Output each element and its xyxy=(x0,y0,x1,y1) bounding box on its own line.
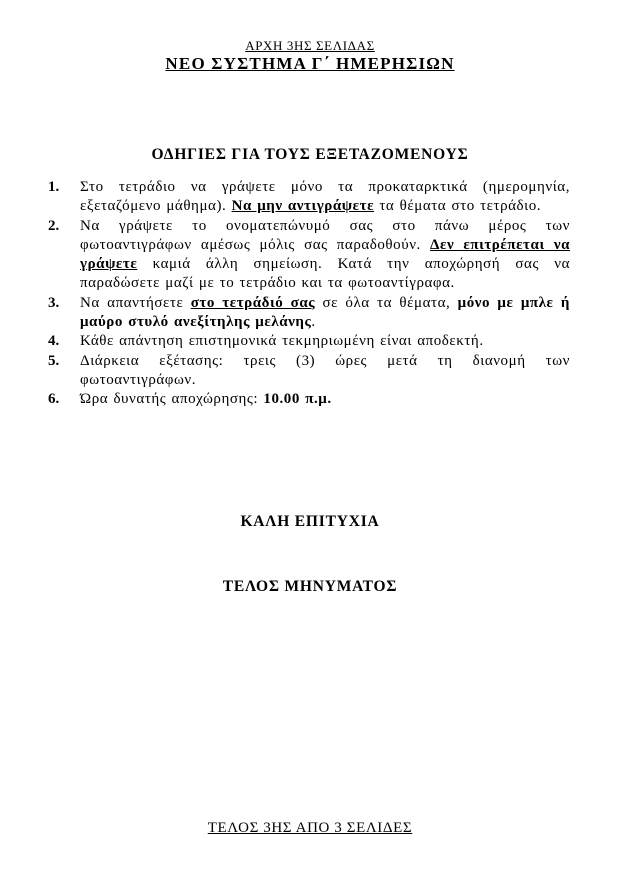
instruction-item-6 xyxy=(48,390,570,409)
instruction-text: καμιά άλλη σημείωση. Κατά την αποχώρησή σας να παραδώσετε μαζί με το τετράδιο και τα φωτοαντίγραφα. xyxy=(80,256,570,292)
instruction-number: 6. xyxy=(48,391,60,408)
instruction-number: 5. xyxy=(48,352,60,369)
instruction-item-2 xyxy=(48,217,570,294)
instruction-text: σε όλα τα θέματα, xyxy=(322,294,451,311)
good-luck-message: ΚΑΛΗ ΕΠΙΤΥΧΙΑ xyxy=(240,513,380,530)
instruction-text: Διάρκεια εξέτασης: τρεις (3) ώρες μετά τη διανομή των φωτοαντιγράφων. xyxy=(80,352,570,388)
instruction-item-1 xyxy=(48,178,570,217)
instruction-emphasis: μόνο με μπλε ή μαύρο στυλό ανεξίτηλης μελάνης xyxy=(80,294,570,331)
instruction-number: 1. xyxy=(48,179,60,195)
instruction-text: Στο τετράδιο να γράψετε μόνο τα προκαταρκτικά (ημερομηνία, εξεταζόμενο μάθημα). xyxy=(80,179,570,215)
instruction-emphasis: Δεν επιτρέπεται να γράψετε xyxy=(80,236,571,273)
instructions-list xyxy=(48,178,570,410)
instruction-text: Να γράψετε το ονοματεπώνυμό σας στο πάνω μέρος των φωτοαντιγράφων αμέσως μόλις σας παραδοθούν. xyxy=(80,217,570,253)
instruction-number: 4. xyxy=(48,333,60,350)
instruction-text: Να απαντήσετε xyxy=(80,294,184,311)
instruction-item-5 xyxy=(48,352,570,391)
instruction-emphasis: Να μην αντιγράψετε xyxy=(231,198,375,215)
instruction-text: . xyxy=(311,314,316,331)
end-of-message: ΤΕΛΟΣ ΜΗΝΥΜΑΤΟΣ xyxy=(222,578,398,595)
instruction-emphasis: 10.00 π.μ. xyxy=(263,391,332,408)
page-footer: ΤΕΛΟΣ 3ΗΣ ΑΠΟ 3 ΣΕΛΙΔΕΣ xyxy=(207,820,413,836)
instruction-text: Κάθε απάντηση επιστημονικά τεκμηριωμένη είναι αποδεκτή. xyxy=(80,333,484,350)
page-header-top-line: ΑΡΧΗ 3ΗΣ ΣΕΛΙΔΑΣ xyxy=(245,38,375,53)
instruction-emphasis: στο τετράδιό σας xyxy=(190,294,316,311)
instruction-item-4 xyxy=(48,332,570,351)
instruction-text: Ώρα δυνατής αποχώρησης: xyxy=(80,391,259,408)
instruction-text: τα θέματα στο τετράδιο. xyxy=(379,198,542,215)
instruction-number: 3. xyxy=(48,294,60,311)
instructions-title: ΟΔΗΓΙΕΣ ΓΙΑ ΤΟΥΣ ΕΞΕΤΑΖΟΜΕΝΟΥΣ xyxy=(151,146,469,163)
instruction-item-3 xyxy=(48,294,570,333)
instruction-number: 2. xyxy=(48,217,60,234)
exam-system-title: ΝΕΟ ΣΥΣΤΗΜΑ Γ΄ ΗΜΕΡΗΣΙΩΝ xyxy=(165,54,455,73)
